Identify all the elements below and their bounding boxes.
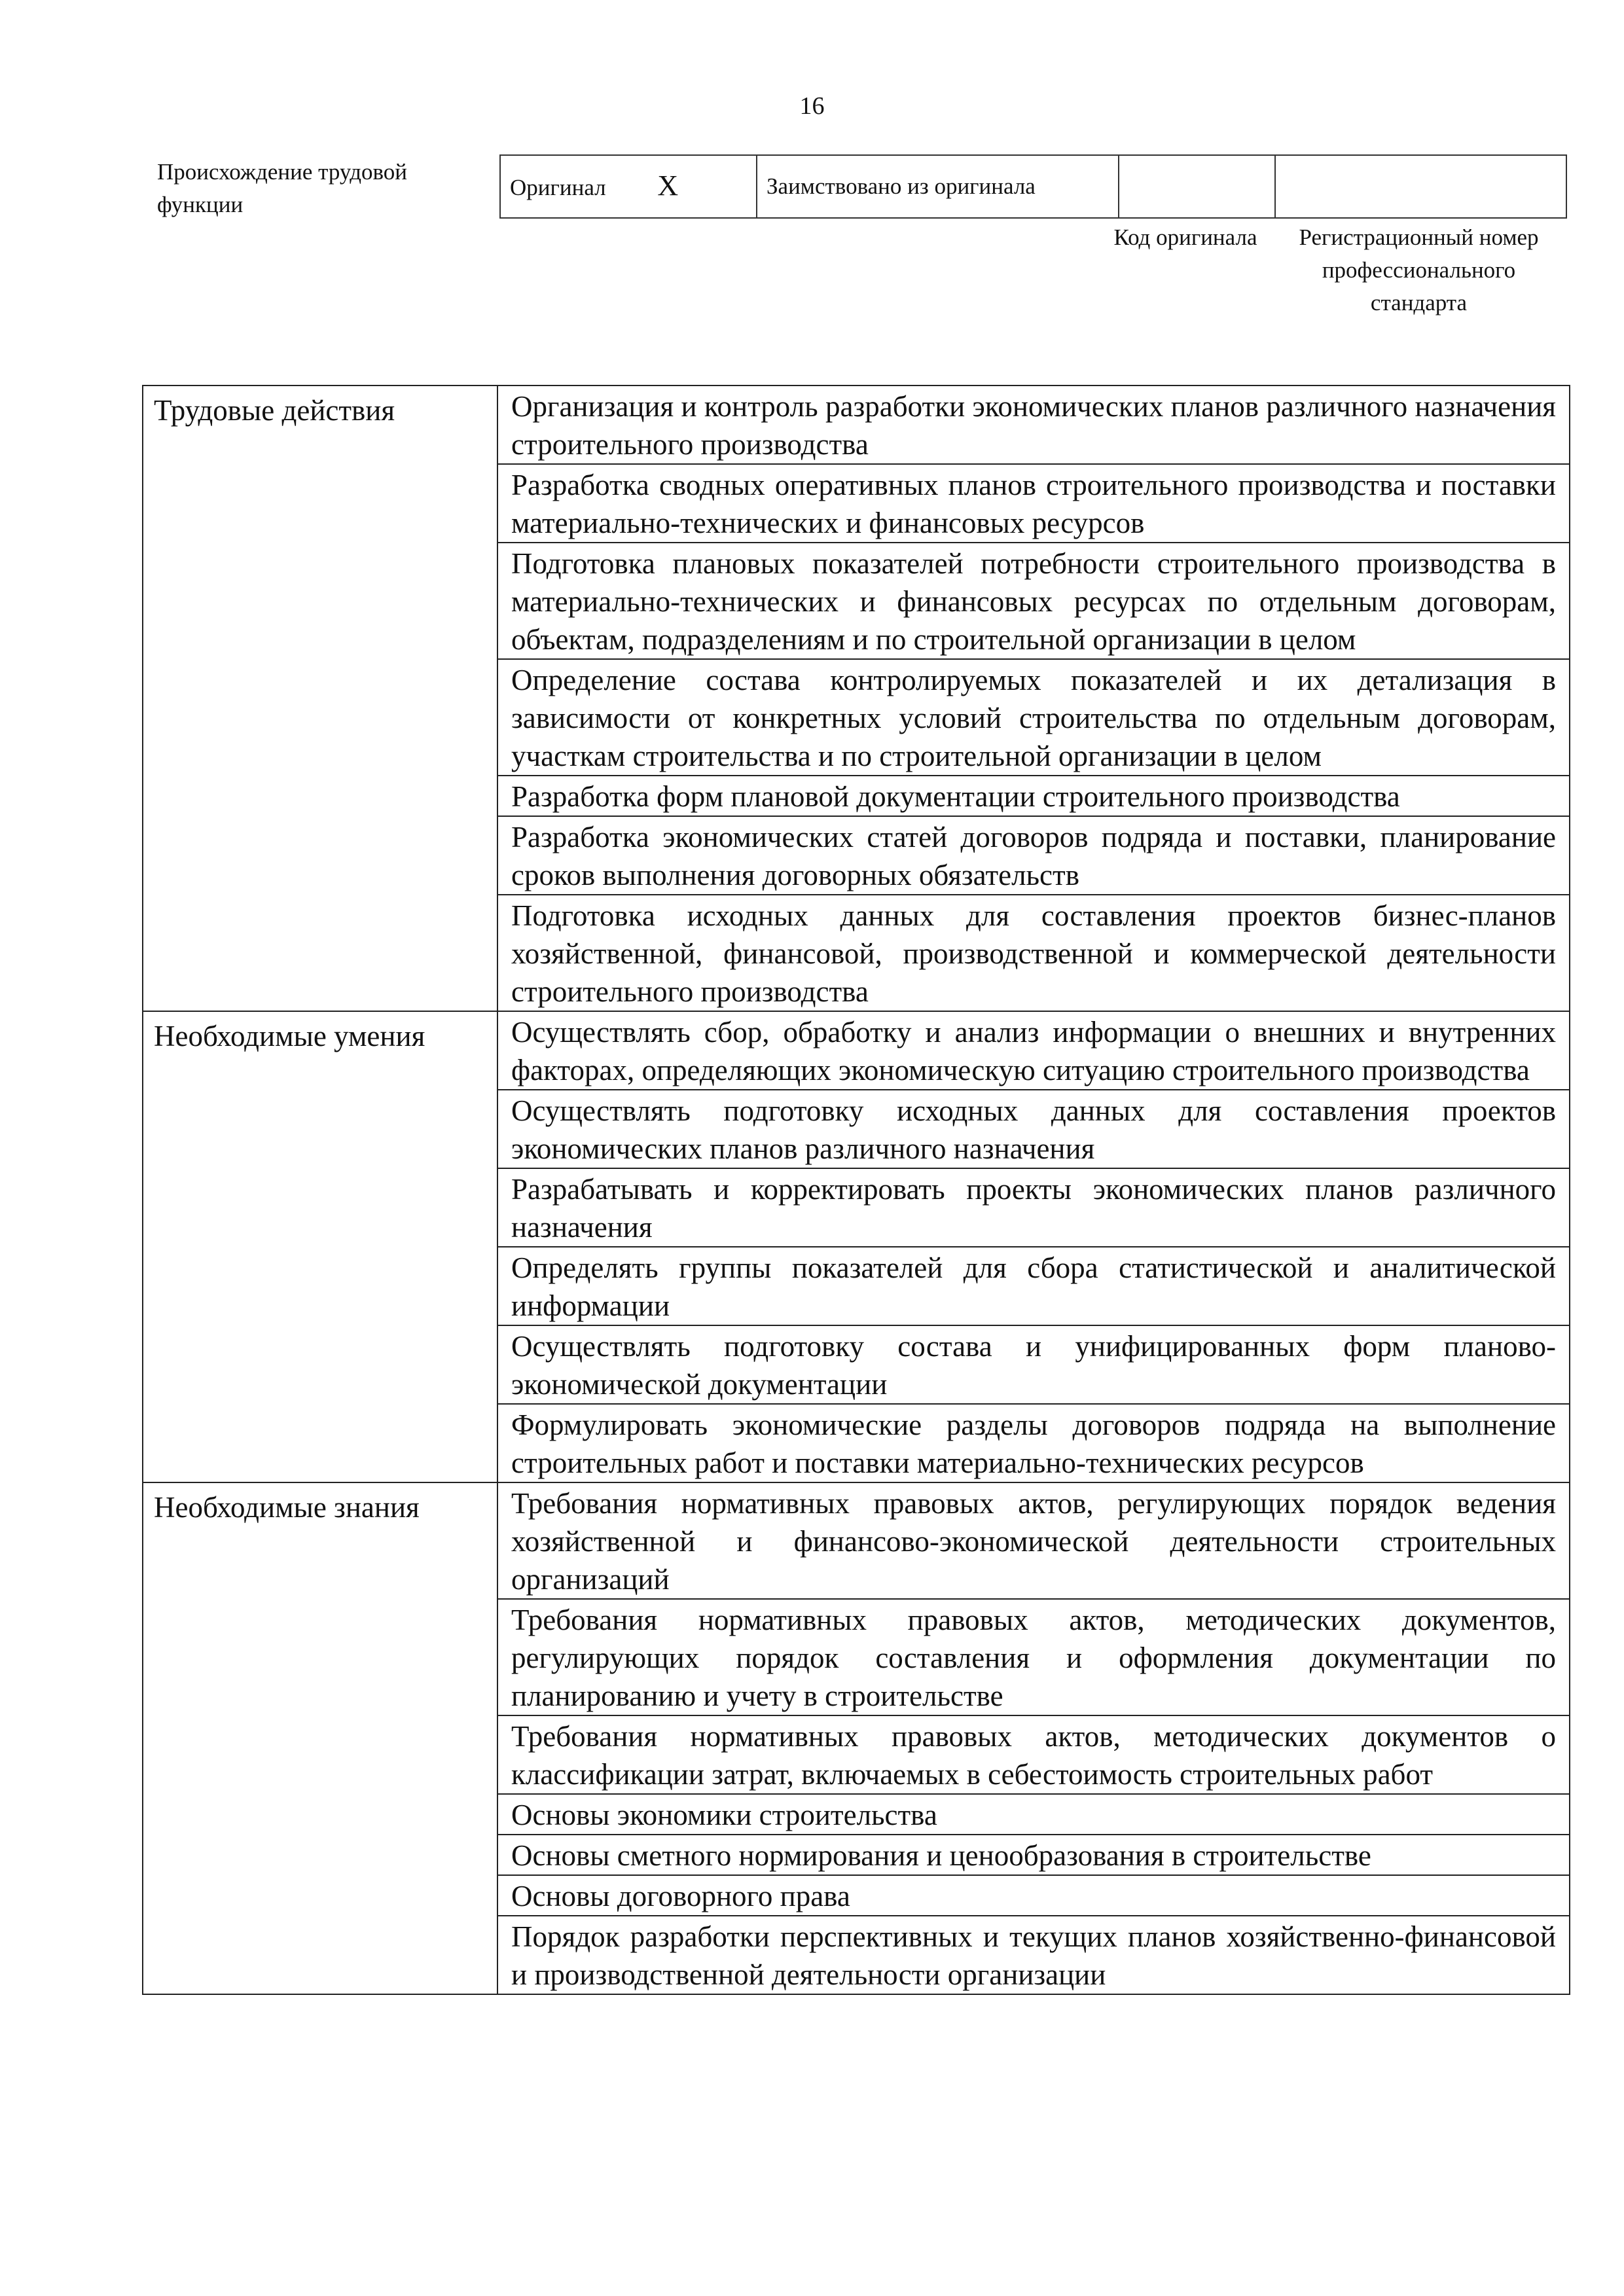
labor-function-table-body — [143, 386, 1570, 1994]
section-item: Требования нормативных правовых актов, методических документов, регулирующих порядок составления и оформления документации по планированию и учету в строительстве — [497, 1599, 1570, 1715]
labor-function-origin-label: Происхождение трудовой функции — [157, 159, 408, 217]
section-item: Разработка экономических статей договоров подряда и поставки, планирование сроков выполнения договорных обязательств — [497, 816, 1570, 895]
section-item: Осуществлять сбор, обработку и анализ информации о внешних и внутренних факторах, определяющих экономическую ситуацию строительного производства — [497, 1011, 1570, 1090]
registration-number-cell — [1275, 155, 1566, 218]
original-code-caption: Код оригинала — [1113, 224, 1257, 250]
section-item: Разработка сводных оперативных планов строительного производства и поставки материально-технических и финансовых ресурсов — [497, 464, 1570, 543]
table-row — [143, 1011, 1570, 1090]
section-item: Формулировать экономические разделы договоров подряда на выполнение строительных работ и поставки материально-технических ресурсов — [497, 1404, 1570, 1482]
original-label: Оригинал — [510, 174, 606, 200]
borrowed-label: Заимствовано из оригинала — [757, 155, 1119, 218]
section-item: Определять группы показателей для сбора статистической и аналитической информации — [497, 1247, 1570, 1325]
section-item: Основы договорного права — [497, 1875, 1570, 1916]
table-row — [143, 386, 1570, 464]
original-mark: X — [657, 169, 679, 202]
page-number: 16 — [799, 92, 825, 120]
section-item: Требования нормативных правовых актов, методических документов о классификации затрат, включаемых в себестоимость строительных работ — [497, 1715, 1570, 1794]
section-item: Осуществлять подготовку исходных данных для составления проектов экономических планов различного назначения — [497, 1090, 1570, 1168]
section-label: Трудовые действия — [143, 386, 497, 1011]
labor-function-table — [142, 385, 1570, 1995]
section-item: Организация и контроль разработки экономических планов различного назначения строительного производства — [497, 386, 1570, 464]
section-item: Определение состава контролируемых показателей и их детализация в зависимости от конкретных условий строительства по отдельным договорам, участкам строительства и по строительной организации в целом — [497, 659, 1570, 776]
section-item: Разработка форм плановой документации строительного производства — [497, 776, 1570, 816]
section-item: Требования нормативных правовых актов, регулирующих порядок ведения хозяйственной и финансово-экономической деятельности строительных организаций — [497, 1482, 1570, 1599]
section-item: Разрабатывать и корректировать проекты экономических планов различного назначения — [497, 1168, 1570, 1247]
section-item: Осуществлять подготовку состава и унифицированных форм планово-экономической документации — [497, 1325, 1570, 1404]
section-item: Основы экономики строительства — [497, 1794, 1570, 1835]
section-item: Подготовка исходных данных для составления проектов бизнес-планов хозяйственной, финансовой, производственной и коммерческой деятельности строительного производства — [497, 895, 1570, 1011]
registration-number-caption: Регистрационный номер профессионального стандарта — [1299, 224, 1539, 315]
section-item: Подготовка плановых показателей потребности строительного производства в материально-технических и финансовых ресурсах по отдельным договорам, объектам, подразделениям и по строительной организации в целом — [497, 543, 1570, 659]
original-cell — [500, 155, 757, 218]
section-item: Основы сметного нормирования и ценообразования в строительстве — [497, 1835, 1570, 1875]
section-label: Необходимые знания — [143, 1482, 497, 1994]
table-row — [143, 1482, 1570, 1599]
section-label: Необходимые умения — [143, 1011, 497, 1482]
section-item: Порядок разработки перспективных и текущих планов хозяйственно-финансовой и производственной деятельности организации — [497, 1916, 1570, 1994]
origin-table — [499, 154, 1567, 219]
original-code-cell — [1119, 155, 1275, 218]
